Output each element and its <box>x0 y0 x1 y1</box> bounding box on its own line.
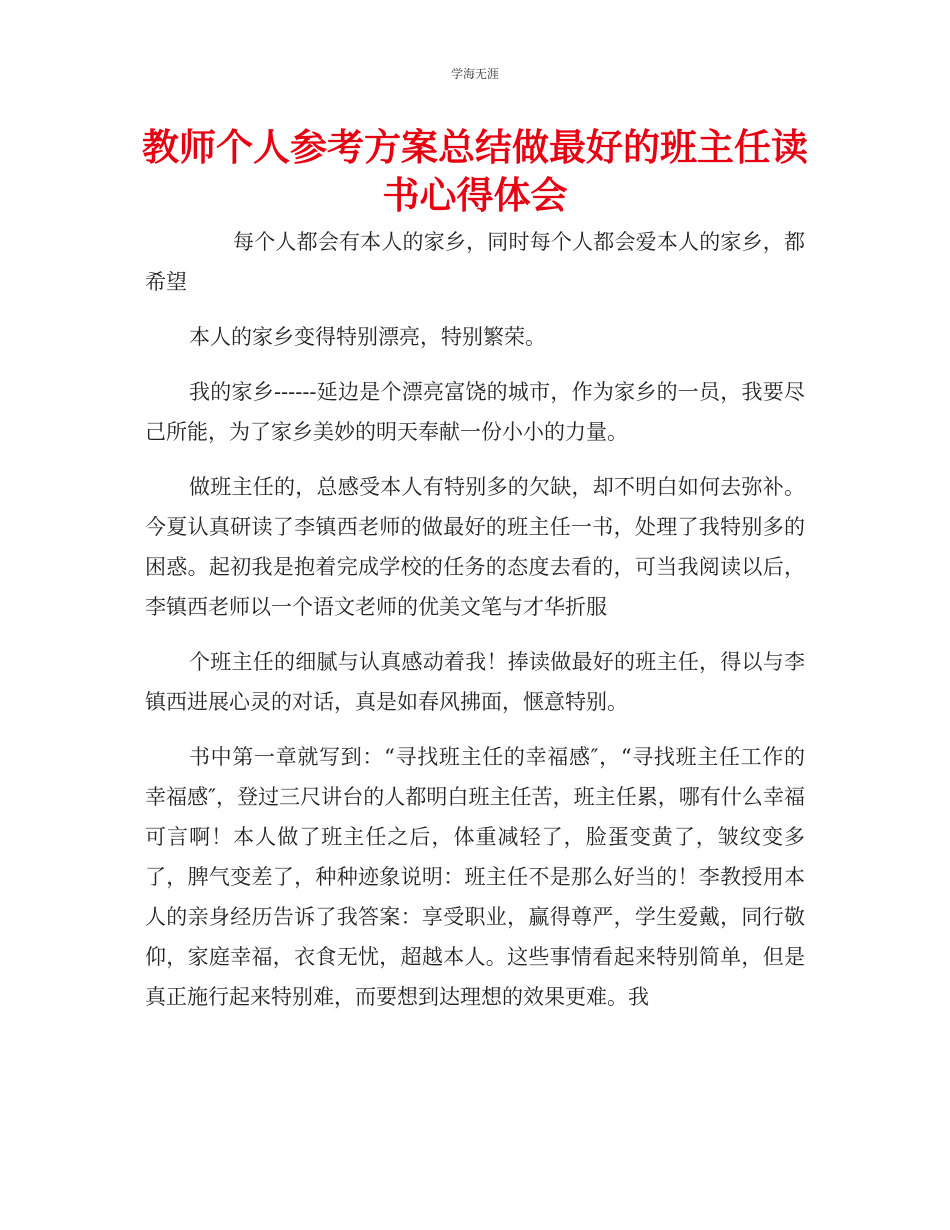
document-title: 教师个人参考方案总结做最好的班主任读书心得体会 <box>142 126 808 217</box>
paragraph-3: 我的家乡------延边是个漂亮富饶的城市，作为家乡的一员，我要尽己所能，为了家乡美妙的明天奉献一份小小的力量。 <box>145 380 805 444</box>
paragraph-5: 个班主任的细腻与认真感动着我！捧读做最好的班主任，得以与李镇西进展心灵的对话，真是如春风拂面，惬意特别。 <box>145 650 805 714</box>
paragraph-1: 每个人都会有本人的家乡，同时每个人都会爱本人的家乡，都希望 <box>145 230 805 294</box>
paragraph-6: 书中第一章就写到：“寻找班主任的幸福感″，“寻找班主任工作的幸福感″，登过三尺讲台的人都明白班主任苦，班主任累，哪有什么幸福可言啊！本人做了班主任之后，体重减轻了，脸蛋变黄了，皱纹变多了，脾气变差了，种种迹象说明：班主任不是那么好当的！李教授用本人的亲身经历告诉了我答案：享受职业，赢得尊严，学生爱戴，同行敬仰，家庭幸福，衣食无忧，超越本人。这些事情看起来特别简单，但是真正施行起来特别难，而要想到达理想的效果更难。我 <box>145 745 805 1009</box>
paragraph-4: 做班主任的，总感受本人有特别多的欠缺，却不明白如何去弥补。今夏认真研读了李镇西老师的做最好的班主任一书，处理了我特别多的困惑。起初我是抱着完成学校的任务的态度去看的，可当我阅读以后，李镇西老师以一个语文老师的优美文笔与才华折服 <box>145 475 805 619</box>
document-body <box>145 222 805 1032</box>
page-header: 学海无涯 <box>450 67 499 81</box>
paragraph-2: 本人的家乡变得特别漂亮，特别繁荣。 <box>189 325 546 349</box>
